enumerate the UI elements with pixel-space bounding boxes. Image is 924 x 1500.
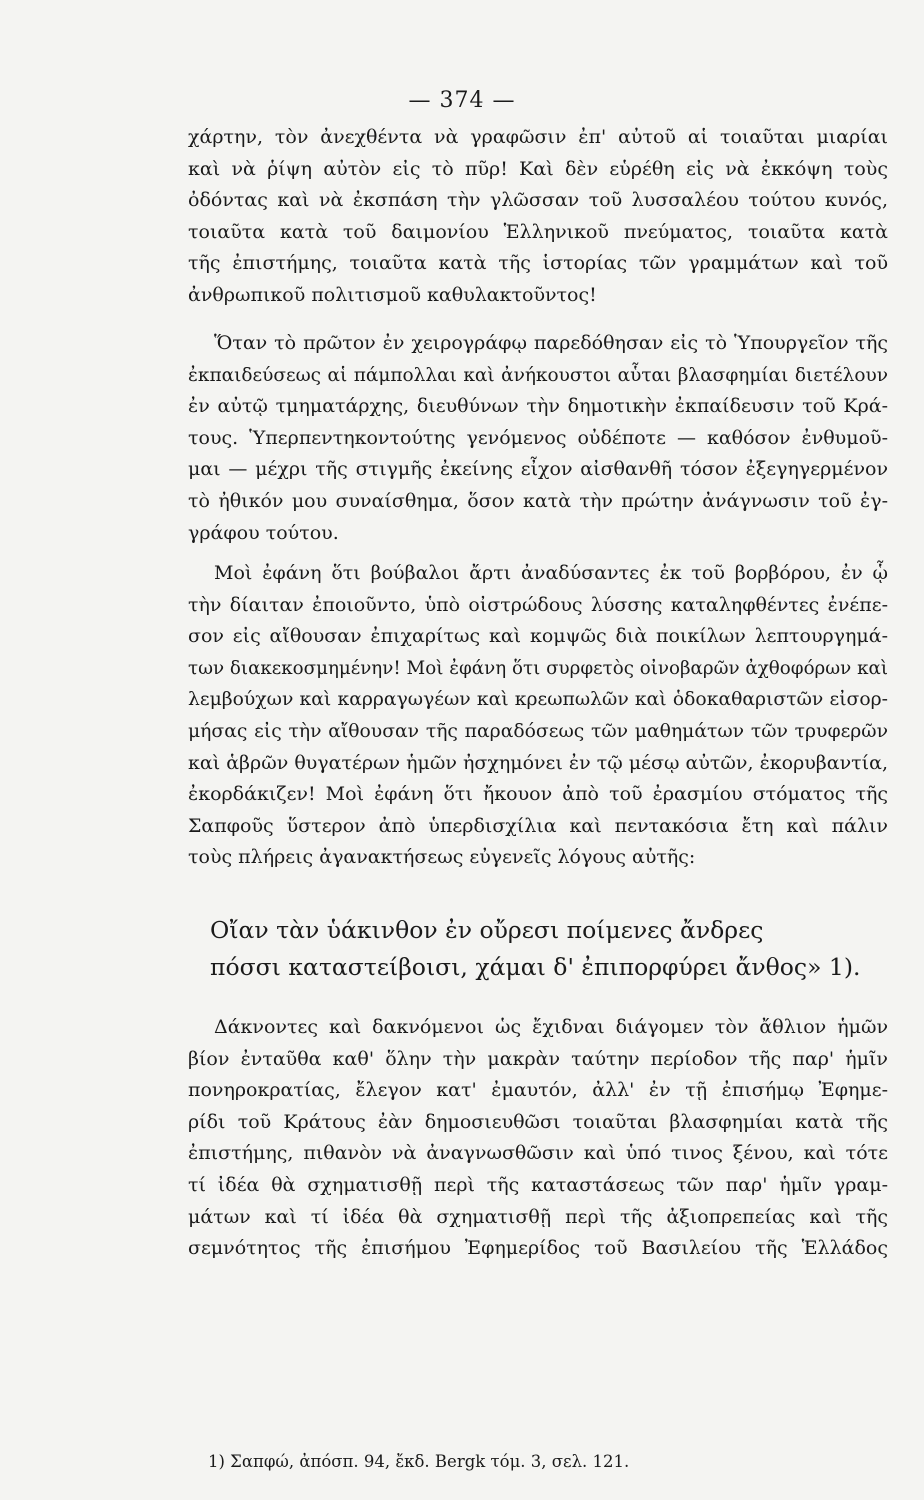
- paragraph-2: [188, 328, 888, 549]
- text-line: σεμνότητος τῆς ἐπισήμου Ἐφημερίδος τοῦ Βασιλείου τῆς Ἑλλάδος: [188, 1237, 888, 1260]
- text-line: Μοὶ ἐφάνη ὅτι βούβαλοι ἄρτι ἀναδύσαντες ἐκ τοῦ βορβόρου, ἐν ᾧ: [214, 562, 888, 584]
- text-line: βίον ἐνταῦθα καθ' ὅλην τὴν μακρὰν ταύτην περίοδον τῆς παρ' ἡμῖν: [188, 1047, 888, 1070]
- text-line: Σαπφοῦς ὕστερον ἀπὸ ὑπερδισχίλια καὶ πεντακόσια ἔτη καὶ πάλιν: [188, 814, 888, 837]
- text-line: χάρτην, τὸν ἀνεχθέντα νὰ γραφῶσιν ἐπ' αὐτοῦ αἱ τοιαῦται μιαρίαι: [188, 126, 888, 148]
- text-line: καὶ ἁβρῶν θυγατέρων ἡμῶν ἠσχημόνει ἐν τῷ μέσῳ αὐτῶν, ἐκορυβαντία,: [188, 751, 888, 774]
- text-line: καὶ νὰ ῥίψη αὐτὸν εἰς τὸ πῦρ! Καὶ δὲν εὑρέθη εἰς νὰ ἐκκόψη τοὺς: [188, 157, 888, 180]
- text-line: ὀδόντας καὶ νὰ ἐκσπάση τὴν γλῶσσαν τοῦ λυσσαλέου τούτου κυνός,: [188, 189, 888, 212]
- text-line: σον εἰς αἴθουσαν ἐπιχαρίτως καὶ κομψῶς διὰ ποικίλων λεπτουργημά-: [188, 625, 888, 648]
- text-line: ἐκορδάκιζεν! Μοὶ ἐφάνη ὅτι ἤκουον ἀπὸ τοῦ ἐρασμίου στόματος τῆς: [188, 783, 888, 806]
- text-line: ρίδι τοῦ Κράτους ἐὰν δημοσιευθῶσι τοιαῦται βλασφημίαι κατὰ τῆς: [188, 1110, 888, 1133]
- text-line: ἐν αὐτῷ τμηματάρχης, διευθύνων τὴν δημοτικὴν ἐκπαίδευσιν τοῦ Κρά-: [188, 395, 888, 418]
- text-line: μήσας εἰς τὴν αἴθουσαν τῆς παραδόσεως τῶν μαθημάτων τῶν τρυφερῶν: [188, 720, 888, 742]
- text-line: τὸ ἠθικόν μου συναίσθημα, ὅσον κατὰ τὴν πρώτην ἀνάγνωσιν τοῦ ἐγ-: [188, 489, 888, 512]
- footnote: 1) Σαπφώ, ἀπόσπ. 94, ἔκδ. Bergk τόμ. 3, σελ. 121.: [208, 1452, 630, 1471]
- paragraph-1: [188, 122, 888, 312]
- text-line: τῆς ἐπιστήμης, τοιαῦτα κατὰ τῆς ἱστορίας τῶν γραμμάτων καὶ τοῦ: [188, 252, 888, 275]
- text-line: λεμβούχων καὶ καρραγωγέων καὶ κρεωπωλῶν καὶ ὁδοκαθαριστῶν εἰσορ-: [188, 689, 888, 711]
- text-line: τους. Ὑπερπεντηκοντούτης γενόμενος οὐδέποτε — καθόσον ἐνθυμοῦ-: [188, 426, 888, 449]
- text-line: ἀνθρωπικοῦ πολιτισμοῦ καθυλακτοῦντος!: [188, 283, 597, 306]
- text-line: ἐκπαιδεύσεως αἱ πάμπολλαι καὶ ἀνήκουστοι αὗται βλασφημίαι διετέλουν: [188, 364, 888, 386]
- page-number: — 374 —: [408, 88, 516, 113]
- poem-line: πόσσι καταστείβοισι, χάμαι δ' ἐπιπορφύρει ἄνθος» 1).: [210, 953, 861, 981]
- text-line: μάτων καὶ τί ἰδέα θὰ σχηματισθῇ περὶ τῆς ἀξιοπρεπείας καὶ τῆς: [188, 1205, 888, 1228]
- text-line: Δάκνοντες καὶ δακνόμενοι ὡς ἔχιδναι διάγομεν τὸν ἄθλιον ἡμῶν: [214, 1016, 888, 1038]
- text-line: ἐπιστήμης, πιθανὸν νὰ ἀναγνωσθῶσιν καὶ ὑπό τινος ξένου, καὶ τότε: [188, 1142, 888, 1165]
- text-line: πονηροκρατίας, ἔλεγον κατ' ἐμαυτόν, ἀλλ' ἐν τῇ ἐπισήμῳ Ἐφημε-: [188, 1079, 888, 1102]
- text-line: Ὅταν τὸ πρῶτον ἐν χειρογράφῳ παρεδόθησαν εἰς τὸ Ὑπουργεῖον τῆς: [214, 332, 888, 354]
- text-line: τὴν δίαιταν ἐποιοῦντο, ὑπὸ οἰστρώδους λύσσης καταληφθέντες ἐνέπε-: [188, 593, 888, 616]
- paragraph-3: [188, 558, 888, 874]
- text-line: τοὺς πλήρεις ἀγανακτήσεως εὐγενεῖς λόγους αὐτῆς:: [188, 846, 696, 869]
- text-line: τοιαῦτα κατὰ τοῦ δαιμονίου Ἑλληνικοῦ πνεύματος, τοιαῦτα κατὰ: [188, 220, 888, 243]
- text-line: των διακεκοσμημένην! Μοὶ ἐφάνη ὅτι συρφετὸς οἰνοβαρῶν ἀχθοφόρων καὶ: [188, 657, 888, 679]
- text-line: μαι — μέχρι τῆς στιγμῆς ἐκείνης εἶχον αἰσθανθῆ τόσον ἐξεγηγερμένον: [188, 458, 888, 481]
- text-line: γράφου τούτου.: [188, 521, 339, 544]
- paragraph-4: [188, 1012, 888, 1265]
- poem-quotation: [210, 912, 870, 986]
- poem-line: Οἴαν τὰν ὑάκινθον ἐν οὔρεσι ποίμενες ἄνδρες: [210, 916, 764, 944]
- text-line: τί ἰδέα θὰ σχηματισθῇ περὶ τῆς καταστάσεως τῶν παρ' ἡμῖν γραμ-: [188, 1173, 888, 1196]
